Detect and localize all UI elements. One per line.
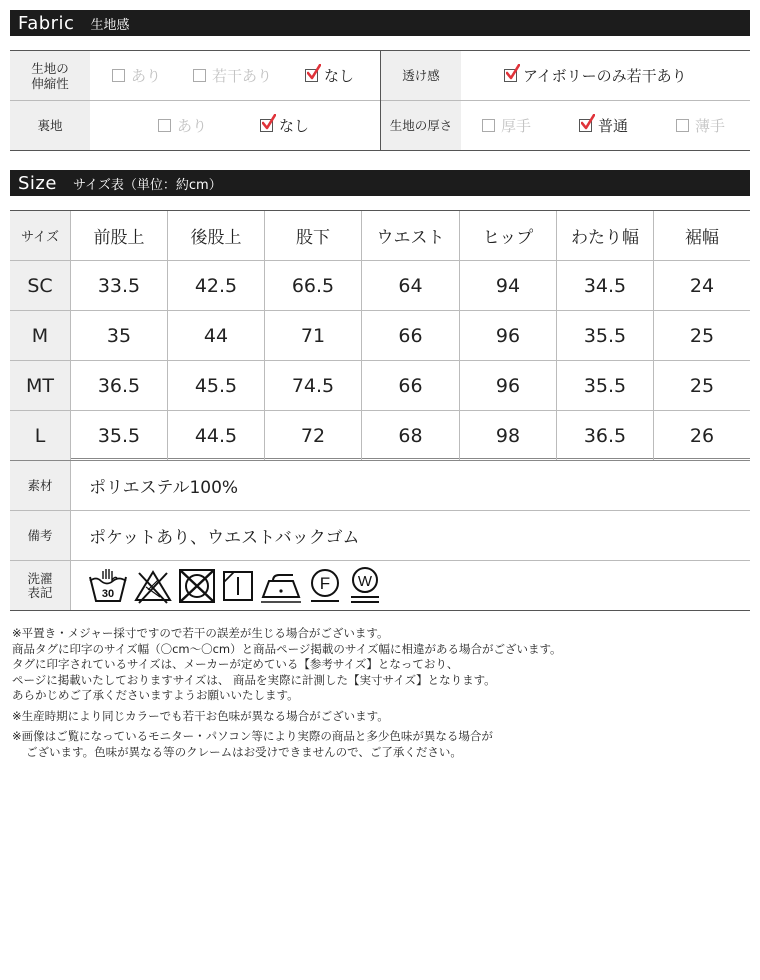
thickness-option-thick: 厚手	[482, 101, 531, 150]
remarks-value: ポケットあり、ウエストバックゴム	[70, 511, 750, 560]
size-label-cell: L	[10, 411, 70, 460]
checkbox-icon	[193, 69, 206, 82]
hand-wash-30-icon	[87, 567, 129, 605]
lining-option-yes: あり	[158, 101, 207, 150]
size-section-header	[10, 170, 750, 196]
header-cell: ヒップ	[459, 211, 556, 260]
table-cell: 44.5	[167, 411, 264, 460]
column-divider	[380, 51, 381, 151]
header-cell: ウエスト	[361, 211, 459, 260]
svg-text:F: F	[319, 573, 331, 593]
checkbox-icon	[158, 119, 171, 132]
note-line: ※平置き・メジャー採寸ですので若干の誤差が生じる場合がございます。	[12, 626, 389, 640]
wet-clean-w-icon	[347, 566, 383, 606]
thickness-option-thin: 薄手	[676, 101, 725, 150]
table-cell: 42.5	[167, 261, 264, 310]
table-cell: 33.5	[70, 261, 167, 310]
header-cell: 股下	[264, 211, 361, 260]
care-symbols	[70, 561, 750, 610]
table-cell: 72	[264, 411, 361, 460]
stretch-option-slight: 若干あり	[193, 51, 272, 100]
table-cell: 25	[653, 311, 750, 360]
checkbox-icon	[112, 69, 125, 82]
material-value: ポリエステル100%	[70, 461, 750, 510]
svg-text:30: 30	[101, 587, 115, 600]
table-row	[10, 411, 750, 461]
stretch-option-none: なし	[305, 51, 354, 100]
no-bleach-icon	[133, 567, 173, 605]
lining-label: 裏地	[10, 101, 90, 150]
table-cell: 36.5	[70, 361, 167, 410]
table-cell: 35.5	[70, 411, 167, 460]
header-cell: わたり幅	[556, 211, 653, 260]
checkbox-icon	[482, 119, 495, 132]
header-cell: サイズ	[10, 211, 70, 260]
table-cell: 74.5	[264, 361, 361, 410]
table-cell: 45.5	[167, 361, 264, 410]
table-cell: 68	[361, 411, 459, 460]
table-cell: 36.5	[556, 411, 653, 460]
dry-clean-f-icon	[307, 567, 343, 605]
lining-option-none: なし	[260, 101, 309, 150]
svg-text:W: W	[357, 572, 373, 590]
sheer-label: 透け感	[381, 51, 461, 100]
remarks-row	[10, 511, 750, 561]
table-cell: 71	[264, 311, 361, 360]
table-cell: 34.5	[556, 261, 653, 310]
table-cell: 35.5	[556, 311, 653, 360]
table-cell: 66.5	[264, 261, 361, 310]
size-table-header-row	[10, 211, 750, 261]
remarks-label: 備考	[10, 511, 70, 560]
checked-checkbox-icon	[579, 119, 592, 132]
checked-checkbox-icon	[260, 119, 273, 132]
table-cell: 25	[653, 361, 750, 410]
fabric-title-en: Fabric	[18, 12, 75, 34]
notes	[12, 626, 748, 760]
table-cell: 66	[361, 311, 459, 360]
size-title-en: Size	[18, 172, 57, 194]
drip-dry-shade-icon	[221, 567, 255, 605]
note-line: タグに印字されているサイズは、メーカーが定めている【参考サイズ】となっており、	[12, 657, 459, 671]
low-iron-icon	[259, 567, 303, 605]
table-row	[10, 261, 750, 311]
table-cell: 26	[653, 411, 750, 460]
note-line: あらかじめご了承くださいますようお願いいたします。	[12, 688, 299, 702]
material-row	[10, 461, 750, 511]
size-label-cell: SC	[10, 261, 70, 310]
details-table	[10, 461, 750, 611]
thickness-label: 生地の厚さ	[381, 101, 461, 150]
note-line: ございます。色味が異なる等のクレームはお受けできませんので、ご了承ください。	[26, 744, 462, 759]
fabric-table	[10, 50, 750, 151]
note-line: ※画像はご覧になっているモニター・パソコン等により実際の商品と多少色味が異なる場合が	[12, 729, 493, 743]
care-label: 洗濯 表記	[10, 561, 70, 610]
note-line: ※生産時期により同じカラーでも若干お色味が異なる場合がございます。	[12, 708, 389, 723]
table-cell: 24	[653, 261, 750, 310]
fabric-section-header	[10, 10, 750, 36]
header-cell: 後股上	[167, 211, 264, 260]
note-line: 商品タグに印字のサイズ幅（〇cm〜〇cm）と商品ページ掲載のサイズ幅に相違がある場合がございます。	[12, 641, 562, 656]
size-table	[10, 210, 750, 460]
size-label-cell: MT	[10, 361, 70, 410]
care-row	[10, 561, 750, 611]
table-cell: 98	[459, 411, 556, 460]
checked-checkbox-icon	[504, 69, 517, 82]
table-cell: 66	[361, 361, 459, 410]
header-cell: 前股上	[70, 211, 167, 260]
size-title-jp: サイズ表（単位：約cm）	[72, 177, 222, 193]
stretch-label: 生地の 伸縮性	[10, 51, 90, 100]
header-cell: 裾幅	[653, 211, 750, 260]
material-label: 素材	[10, 461, 70, 510]
checkbox-icon	[676, 119, 689, 132]
table-row	[10, 361, 750, 411]
table-cell: 96	[459, 361, 556, 410]
table-cell: 64	[361, 261, 459, 310]
sheer-option-ivory: アイボリーのみ若干あり	[504, 51, 687, 100]
table-cell: 94	[459, 261, 556, 310]
no-tumble-dry-icon	[177, 567, 217, 605]
table-cell: 35	[70, 311, 167, 360]
checked-checkbox-icon	[305, 69, 318, 82]
note-line: ページに掲載いたしておりますサイズは、 商品を実際に計測した【実寸サイズ】となります。	[12, 672, 496, 687]
thickness-option-normal: 普通	[579, 101, 628, 150]
table-cell: 96	[459, 311, 556, 360]
table-cell: 44	[167, 311, 264, 360]
table-row	[10, 311, 750, 361]
table-cell: 35.5	[556, 361, 653, 410]
size-label-cell: M	[10, 311, 70, 360]
fabric-title-jp: 生地感	[90, 17, 130, 33]
stretch-option-yes: あり	[112, 51, 161, 100]
